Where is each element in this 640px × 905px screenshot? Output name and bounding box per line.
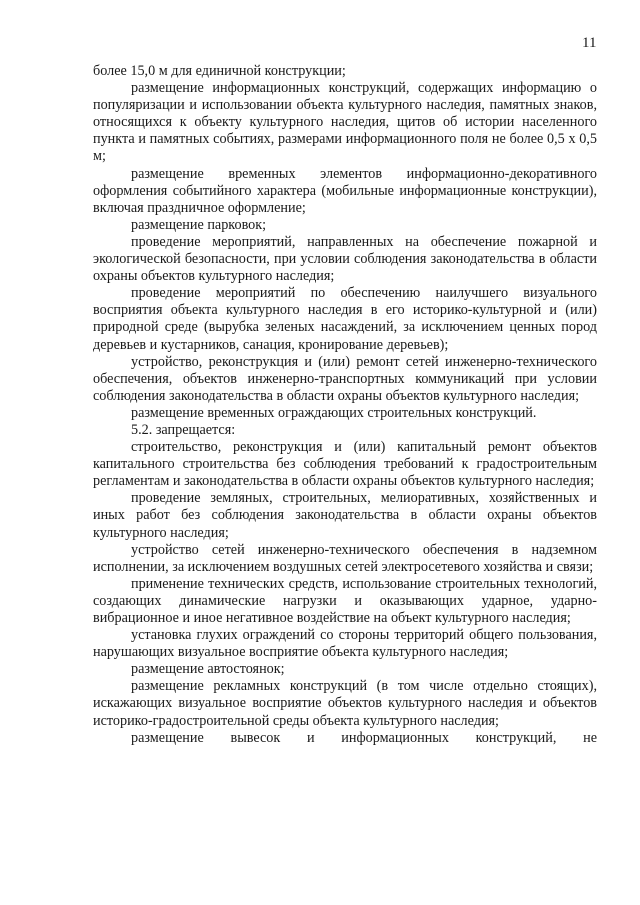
document-body: [93, 63, 597, 747]
paragraph: проведение земляных, строительных, мелиоративных, хозяйственных и иных работ без соблюдения законодательства в области охраны объектов культурного наследия;: [93, 490, 597, 541]
paragraph: размещение автостоянок;: [131, 661, 285, 678]
paragraph: применение технических средств, использование строительных технологий, создающих динамические нагрузки и оказывающих ударное, ударно-вибрационное и иное негативное воздействие на объект культурного наследия;: [93, 575, 597, 626]
paragraph: устройство, реконструкция и (или) ремонт сетей инженерно-технического обеспечения, объектов инженерно-транспортных коммуникаций при условии соблюдения законодательства в области охраны объектов культурного наследия;: [93, 353, 597, 404]
paragraph: строительство, реконструкция и (или) капитальный ремонт объектов капитального строительства без соблюдения требований к градостроительным регламентам и законодательства в области охраны объектов культурного наследия;: [93, 439, 597, 490]
paragraph: проведение мероприятий по обеспечению наилучшего визуального восприятия объекта культурного наследия в его историко-культурной и (или) природной среде (вырубка зеленых насаждений, за исключением ценных пород деревьев и кустарников, санация, кронирование деревьев);: [93, 285, 597, 353]
page-number: 11: [582, 35, 597, 51]
paragraph: размещение временных ограждающих строительных конструкций.: [131, 404, 537, 421]
paragraph: размещение парковок;: [131, 216, 267, 233]
paragraph: размещение информационных конструкций, содержащих информацию о популяризации и использовании объекта культурного наследия, памятных знаков, относящихся к объекту культурного наследия, щитов об истории населенного пункта и памятных событиях, размерами информационного поля не более 0,5 х 0,5 м;: [93, 80, 597, 165]
paragraph: установка глухих ограждений со стороны территорий общего пользования, нарушающих визуальное восприятие объекта культурного наследия;: [93, 627, 597, 661]
paragraph: проведение мероприятий, направленных на обеспечение пожарной и экологической безопасности, при условии соблюдения законодательства в области охраны объектов культурного наследия;: [93, 233, 597, 285]
section-heading: 5.2. запрещается:: [131, 421, 236, 438]
paragraph: устройство сетей инженерно-технического обеспечения в надземном исполнении, за исключением воздушных сетей электросетевого хозяйства и связи;: [93, 541, 597, 575]
paragraph-continuation: более 15,0 м для единичной конструкции;: [93, 63, 346, 79]
paragraph: размещение рекламных конструкций (в том числе отдельно стоящих), искажающих визуальное восприятие объектов культурного наследия и объектов историко-градостроительной среды объекта культурного наследия;: [93, 678, 597, 729]
paragraph: размещение временных элементов информационно-декоративного оформления событийного характера (мобильные информационные конструкции), включая праздничное оформление;: [93, 165, 597, 216]
paragraph-cut-off: размещение вывесок и информационных конструкций, не: [131, 729, 597, 746]
